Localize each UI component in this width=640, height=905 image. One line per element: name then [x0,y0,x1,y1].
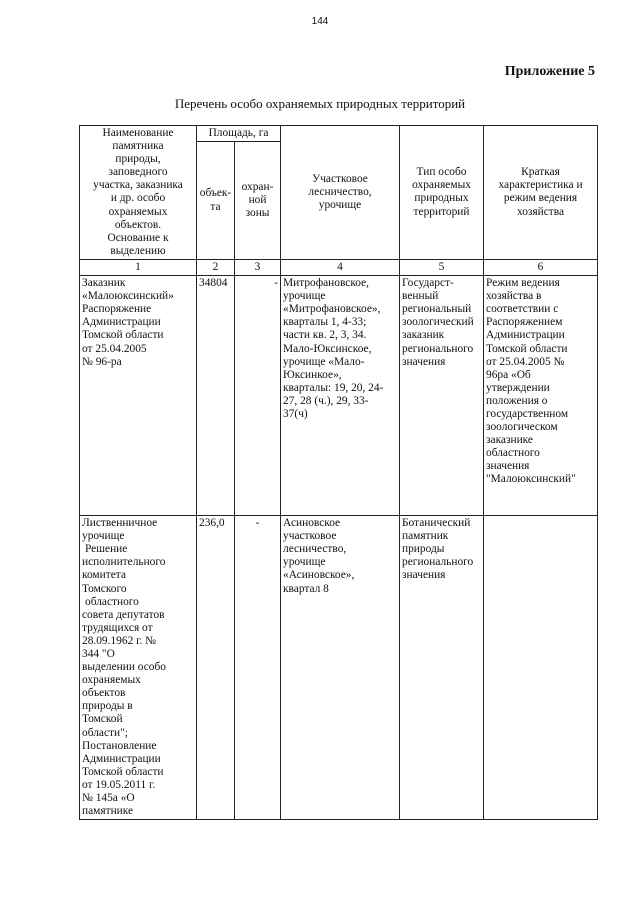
header-area: Площадь, га [197,126,281,142]
header-row-1 [80,126,598,142]
document-title: Перечень особо охраняемых природных территорий [174,96,466,111]
header-area-zone: охран- ной зоны [235,142,281,260]
header-area-object: объек- та [197,142,235,260]
header-name: Наименование памятника природы, заповедного участка, заказника и др. особо охраняемых объектов. Основание к выделению [80,126,197,260]
column-number: 5 [400,259,484,275]
cell-name: Заказник «Малоюксинский» Распоряжение Администрации Томской области от 25.04.2005 № 96-ра [80,276,197,516]
cell-type: Ботанический памятник природы регионального значения [400,516,484,820]
cell-description [484,516,598,820]
cell-area-zone: - [235,276,281,516]
header-description: Краткая характеристика и режим ведения хозяйства [484,126,598,260]
table-row [80,276,598,516]
column-number: 4 [281,259,400,275]
cell-area-object: 236,0 [197,516,235,820]
protected-areas-table [79,125,598,820]
cell-description: Режим ведения хозяйства в соответствии с Распоряжением Администрации Томской области от 25.04.2005 № 96ра «Об утверждении положения о государственном зоологическом заказнике областного значения "Малоюксинский" [484,276,598,516]
header-type: Тип особо охраняемых природных территорий [400,126,484,260]
column-number-row [80,259,598,275]
table-row [80,516,598,820]
cell-type: Государст- венный региональный зоологический заказник регионального значения [400,276,484,516]
cell-area-zone: - [235,516,281,820]
column-number: 2 [197,259,235,275]
column-number: 1 [80,259,197,275]
cell-forestry: Асиновское участковое лесничество, урочище «Асиновское», квартал 8 [281,516,400,820]
cell-name: Лиственничное урочище Решение исполнительного комитета Томского областного совета депутатов трудящихся от 28.09.1962 г. № 344 "О выделении особо охраняемых объектов природы в Томской области"; Постановление Администрации Томской области от 19.05.2011 г. № 145а «О памятнике [80,516,197,820]
column-number: 6 [484,259,598,275]
header-forestry: Участковое лесничество, урочище [281,126,400,260]
cell-forestry: Митрофановское, урочище «Митрофановское», кварталы 1, 4-33; части кв. 2, 3, 34. Мало-Юксинское, урочище «Мало- Юксинкое», кварталы: 19, 20, 24- 27, 28 (ч.), 29, 33- 37(ч) [281,276,400,516]
column-number: 3 [235,259,281,275]
cell-area-object: 34804 [197,276,235,516]
page-number: 144 [311,16,329,27]
appendix-label: Приложение 5 [504,64,595,79]
